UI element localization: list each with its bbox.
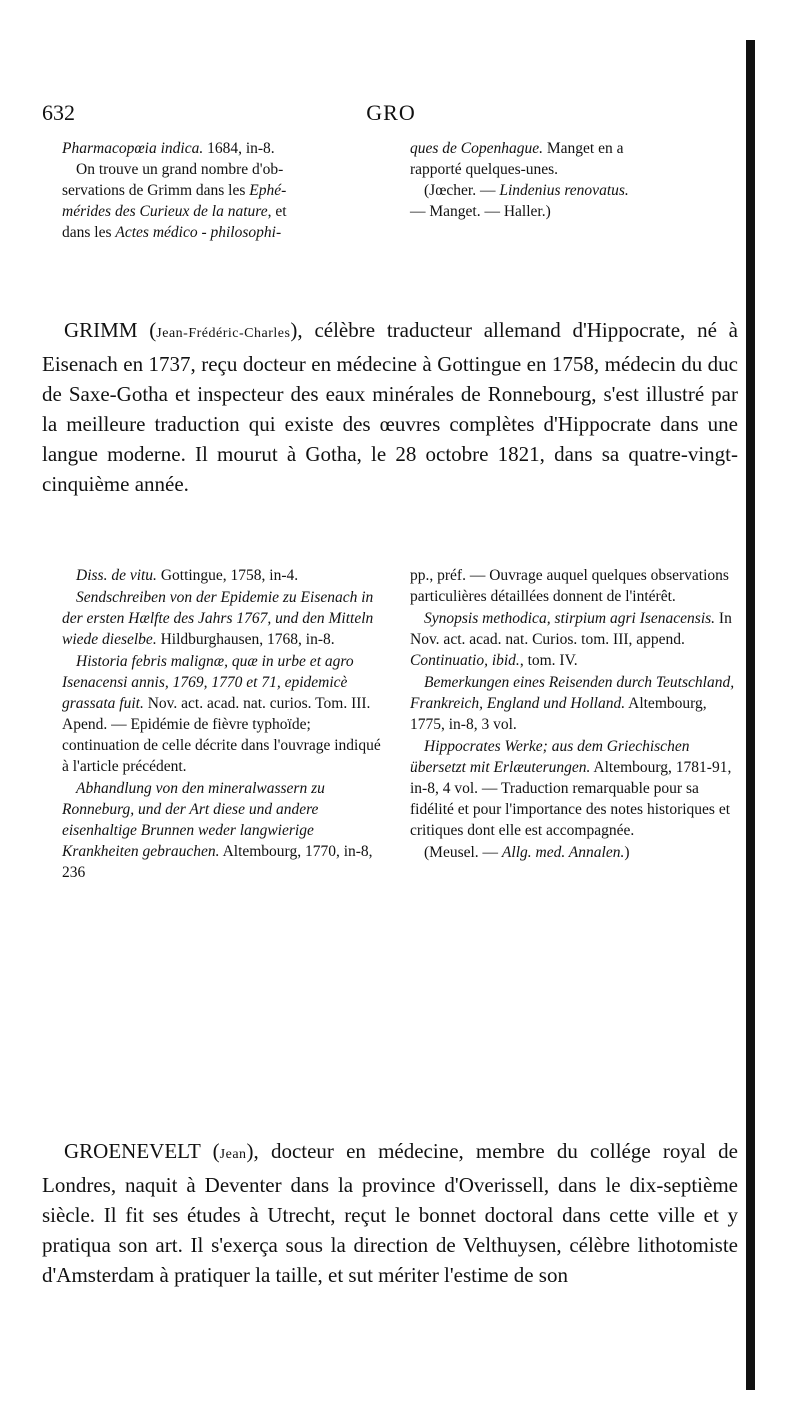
bibliography-right-column: [410, 565, 738, 864]
top-left-column: [62, 138, 392, 243]
top-left-line: servations de Grimm dans les Ephé-: [62, 182, 287, 199]
entry-headword: GROENEVELT: [64, 1139, 201, 1163]
bibliography-item: Diss. de vitu. Gottingue, 1758, in-4.: [76, 567, 299, 584]
entry-headword: GRIMM: [64, 318, 138, 342]
top-right-line: (Jœcher. — Lindenius renovatus.: [424, 182, 629, 199]
top-left-line: Pharmacopœia indica. 1684, in-8.: [62, 140, 275, 157]
scan-edge-bar: [746, 40, 755, 1390]
entry-given-names: Jean: [219, 1147, 247, 1162]
top-right-line: rapporté quelques-unes.: [410, 161, 559, 178]
entry-groenevelt: GROENEVELT (Jean), docteur en médecine, membre du collége royal de Londres, naquit à Deventer dans la province d'Overissell, dans le dix-septième siècle. Il fit ses études à Utrecht, reçut le bonnet doctoral dans cette ville et y pratiqua son art. Il s'exerça sous la direction de Velthuysen, célèbre lithotomiste d'Amsterdam à pratiquer la taille, et sut mériter l'estime de son: [42, 1139, 738, 1287]
bibliography-item: Sendschreiben von der Epidemie zu Eisenach in der ersten Hælfte des Jahrs 1767, und den Mitteln wiede dieselbe. Hildburghausen, 1768, in-8.: [62, 589, 374, 648]
entry-text: docteur en médecine, membre du collége royal de Londres, naquit à Deventer dans la province d'Overissell, dans le dix-septième siècle. Il fit ses études à Utrecht, reçut le bonnet doctoral dans cette ville et y pratiqua son art. Il s'exerça sous la direction de Velthuysen, célèbre lithotomiste d'Amsterdam à pratiquer la taille, et sut mériter l'estime de son: [42, 1139, 738, 1287]
top-right-line: — Manget. — Haller.): [410, 203, 551, 220]
bibliography-item: Historia febris malignæ, quæ in urbe et agro Isenacensi annis, 1769, 1770 et 71, epidemicè grassata fuit. Nov. act. acad. nat. curios. Tom. III. Apend. — Epidémie de fièvre typhoïde; continuation de celle décrite dans l'ouvrage indiqué à l'article précédent.: [62, 653, 381, 775]
bibliography-item: Synopsis methodica, stirpium agri Isenacensis. In Nov. act. acad. nat. Curios. tom. III, append. Continuatio, ibid., tom. IV.: [410, 610, 732, 669]
page-header: [42, 100, 740, 130]
bibliography-item: Hippocrates Werke; aus dem Griechischen übersetzt mit Erlæuterungen. Altembourg, 1781-91, in-8, 4 vol. — Traduction remarquable pour sa fidélité et pour l'importance des notes historiques et critiques dont elle est accompagnée.: [410, 738, 732, 839]
bibliography-item: (Meusel. — Allg. med. Annalen.): [424, 844, 630, 861]
top-left-line: dans les Actes médico - philosophi-: [62, 224, 282, 241]
top-right-line: ques de Copenhague. Manget en a: [410, 140, 624, 157]
running-head: GRO: [366, 100, 416, 125]
entry-text: célèbre traducteur allemand d'Hippocrate, né à Eisenach en 1737, reçu docteur en médecine à Gottingue en 1758, médecin du duc de Saxe-Gotha et inspecteur des eaux minérales de Ronnebourg, s'est illustré par la meilleure traduction qui existe des œuvres complètes d'Hippocrate dans une langue moderne. Il mourut à Gotha, le 28 octobre 1821, dans sa quatre-vingt-cinquième année.: [42, 318, 738, 496]
top-left-line: mérides des Curieux de la nature, et: [62, 203, 287, 220]
page-number: 632: [42, 100, 75, 125]
bibliography-left-column: [62, 565, 390, 884]
entry-grimm: GRIMM (Jean-Frédéric-Charles), célèbre traducteur allemand d'Hippocrate, né à Eisenach en 1737, reçu docteur en médecine à Gottingue en 1758, médecin du duc de Saxe-Gotha et inspecteur des eaux minérales de Ronnebourg, s'est illustré par la meilleure traduction qui existe des œuvres complètes d'Hippocrate dans une langue moderne. Il mourut à Gotha, le 28 octobre 1821, dans sa quatre-vingt-cinquième année.: [42, 318, 738, 496]
top-left-line: On trouve un grand nombre d'ob-: [76, 161, 284, 178]
bibliography-item: Abhandlung von den mineralwassern zu Ronneburg, und der Art diese und andere eisenhaltige Brunnen weder langwierige Krankheiten gebrauchen. Altembourg, 1770, in-8, 236: [62, 780, 373, 881]
bibliography-item: Bemerkungen eines Reisenden durch Teutschland, Frankreich, England und Holland. Altembourg, 1775, in-8, 3 vol.: [410, 674, 735, 733]
entry-given-names: Jean-Frédéric-Charles: [156, 326, 291, 341]
top-right-column: [410, 138, 740, 222]
bibliography-item: pp., préf. — Ouvrage auquel quelques observations particulières détaillées donnent de l'intérêt.: [410, 567, 729, 605]
